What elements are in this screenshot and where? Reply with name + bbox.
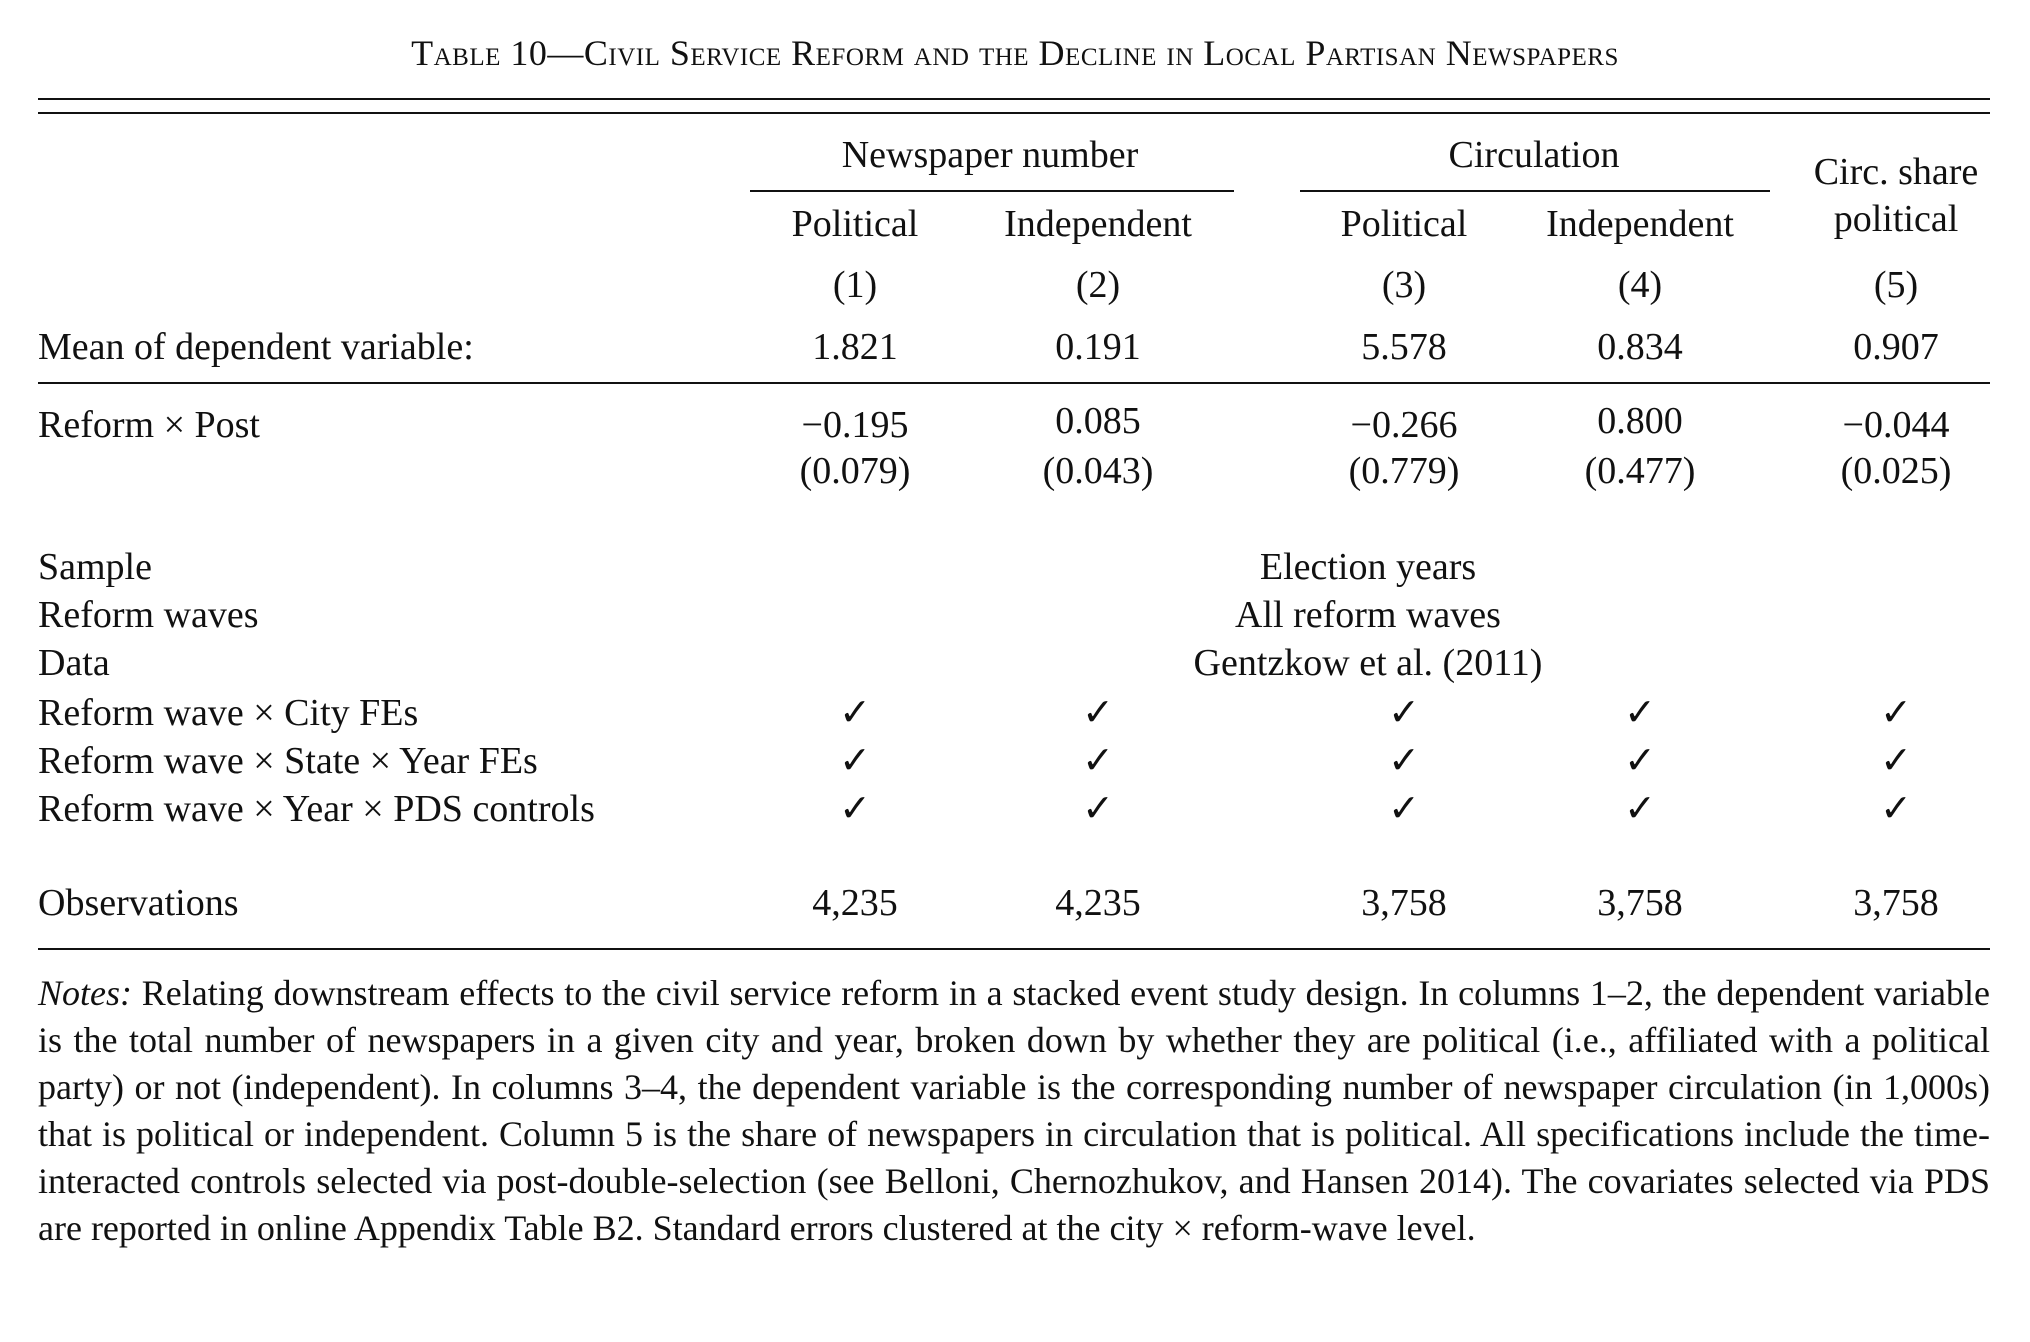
mean-col-5: 0.907 (1853, 326, 1939, 368)
check-mark: ✓ (1880, 692, 1912, 734)
check-mark: ✓ (1388, 788, 1420, 830)
state-year-fe-label: Reform wave × State × Year FEs (38, 740, 538, 782)
col-1-number: (1) (832, 264, 878, 306)
coef-col-1: −0.195 (801, 404, 909, 446)
group-header-circ-share-line1: Circ. share (1813, 151, 1979, 193)
check-mark: ✓ (839, 692, 871, 734)
mean-col-2: 0.191 (1055, 326, 1141, 368)
col-1-subheader: Political (791, 203, 919, 245)
col-4-subheader: Independent (1546, 203, 1734, 245)
header-bottom-rule (38, 382, 1990, 384)
city-fe-label: Reform wave × City FEs (38, 692, 419, 734)
obs-col-4: 3,758 (1597, 882, 1683, 924)
mean-col-4: 0.834 (1597, 326, 1683, 368)
col-5-number: (5) (1873, 264, 1919, 306)
obs-col-3: 3,758 (1361, 882, 1447, 924)
check-mark: ✓ (1082, 788, 1114, 830)
check-mark: ✓ (1082, 692, 1114, 734)
col-3-number: (3) (1381, 264, 1427, 306)
mean-col-3: 5.578 (1361, 326, 1447, 368)
group-header-circ-share-line2: political (1833, 198, 1959, 240)
pds-controls-label: Reform wave × Year × PDS controls (38, 788, 595, 830)
check-mark: ✓ (1624, 788, 1656, 830)
notes-text: Relating downstream effects to the civil service reform in a stacked event study design. In columns 1–2, the dependent variable is the total number of newspapers in a given city and year, broken down by whether they are political (i.e., affiliated with a political party) or not (independent). In columns 3–4, the dependent variable is the corresponding number of newspaper circulation (in 1,000s) that is political or independent. Column 5 is the share of newspapers in circulation that is political. All specifications include the time-interacted controls selected via post-double-selection (see Belloni, Chernozhukov, and Hansen 2014). The covariates selected via PDS are reported in online Appendix Table B2. Standard errors clustered at the city × reform-wave level. (38, 973, 1990, 1248)
check-mark: ✓ (1388, 740, 1420, 782)
notes-lead: Notes: (38, 973, 132, 1013)
group-header-circulation: Circulation (1448, 134, 1620, 176)
sample-value: Election years (1259, 546, 1477, 588)
top-rule-lower (38, 112, 1990, 114)
data-label: Data (38, 642, 110, 684)
check-mark: ✓ (1388, 692, 1420, 734)
mean-row-label: Mean of dependent variable: (38, 326, 474, 368)
observations-label: Observations (38, 882, 239, 924)
check-mark: ✓ (1880, 740, 1912, 782)
sample-label: Sample (38, 546, 152, 588)
group-rule-circulation (1300, 190, 1770, 192)
se-col-5: (0.025) (1840, 450, 1952, 492)
coef-col-3: −0.266 (1350, 404, 1458, 446)
col-2-subheader: Independent (1004, 203, 1192, 245)
check-mark: ✓ (839, 788, 871, 830)
check-mark: ✓ (839, 740, 871, 782)
reform-waves-value: All reform waves (1235, 594, 1501, 636)
se-col-1: (0.079) (799, 450, 911, 492)
coef-col-4: 0.800 (1597, 400, 1683, 442)
col-4-number: (4) (1617, 264, 1663, 306)
obs-col-1: 4,235 (812, 882, 898, 924)
obs-col-5: 3,758 (1853, 882, 1939, 924)
coef-col-2: 0.085 (1055, 400, 1141, 442)
data-value: Gentzkow et al. (2011) (1193, 642, 1543, 684)
table-notes (38, 970, 1990, 1252)
se-col-4: (0.477) (1584, 450, 1696, 492)
table-title: Table 10—Civil Service Reform and the Decline in Local Partisan Newspapers (411, 33, 1619, 73)
table-bottom-rule (38, 948, 1990, 950)
mean-col-1: 1.821 (812, 326, 898, 368)
se-col-2: (0.043) (1042, 450, 1154, 492)
check-mark: ✓ (1624, 692, 1656, 734)
col-3-subheader: Political (1340, 203, 1468, 245)
group-rule-newspaper-number (750, 190, 1234, 192)
reform-waves-label: Reform waves (38, 594, 259, 636)
group-header-newspaper-number: Newspaper number (841, 134, 1139, 176)
check-mark: ✓ (1880, 788, 1912, 830)
check-mark: ✓ (1082, 740, 1114, 782)
top-rule-upper (38, 98, 1990, 100)
check-mark: ✓ (1624, 740, 1656, 782)
coef-col-5: −0.044 (1842, 404, 1950, 446)
se-col-3: (0.779) (1348, 450, 1460, 492)
reform-post-label: Reform × Post (38, 404, 260, 446)
obs-col-2: 4,235 (1055, 882, 1141, 924)
col-2-number: (2) (1075, 264, 1121, 306)
